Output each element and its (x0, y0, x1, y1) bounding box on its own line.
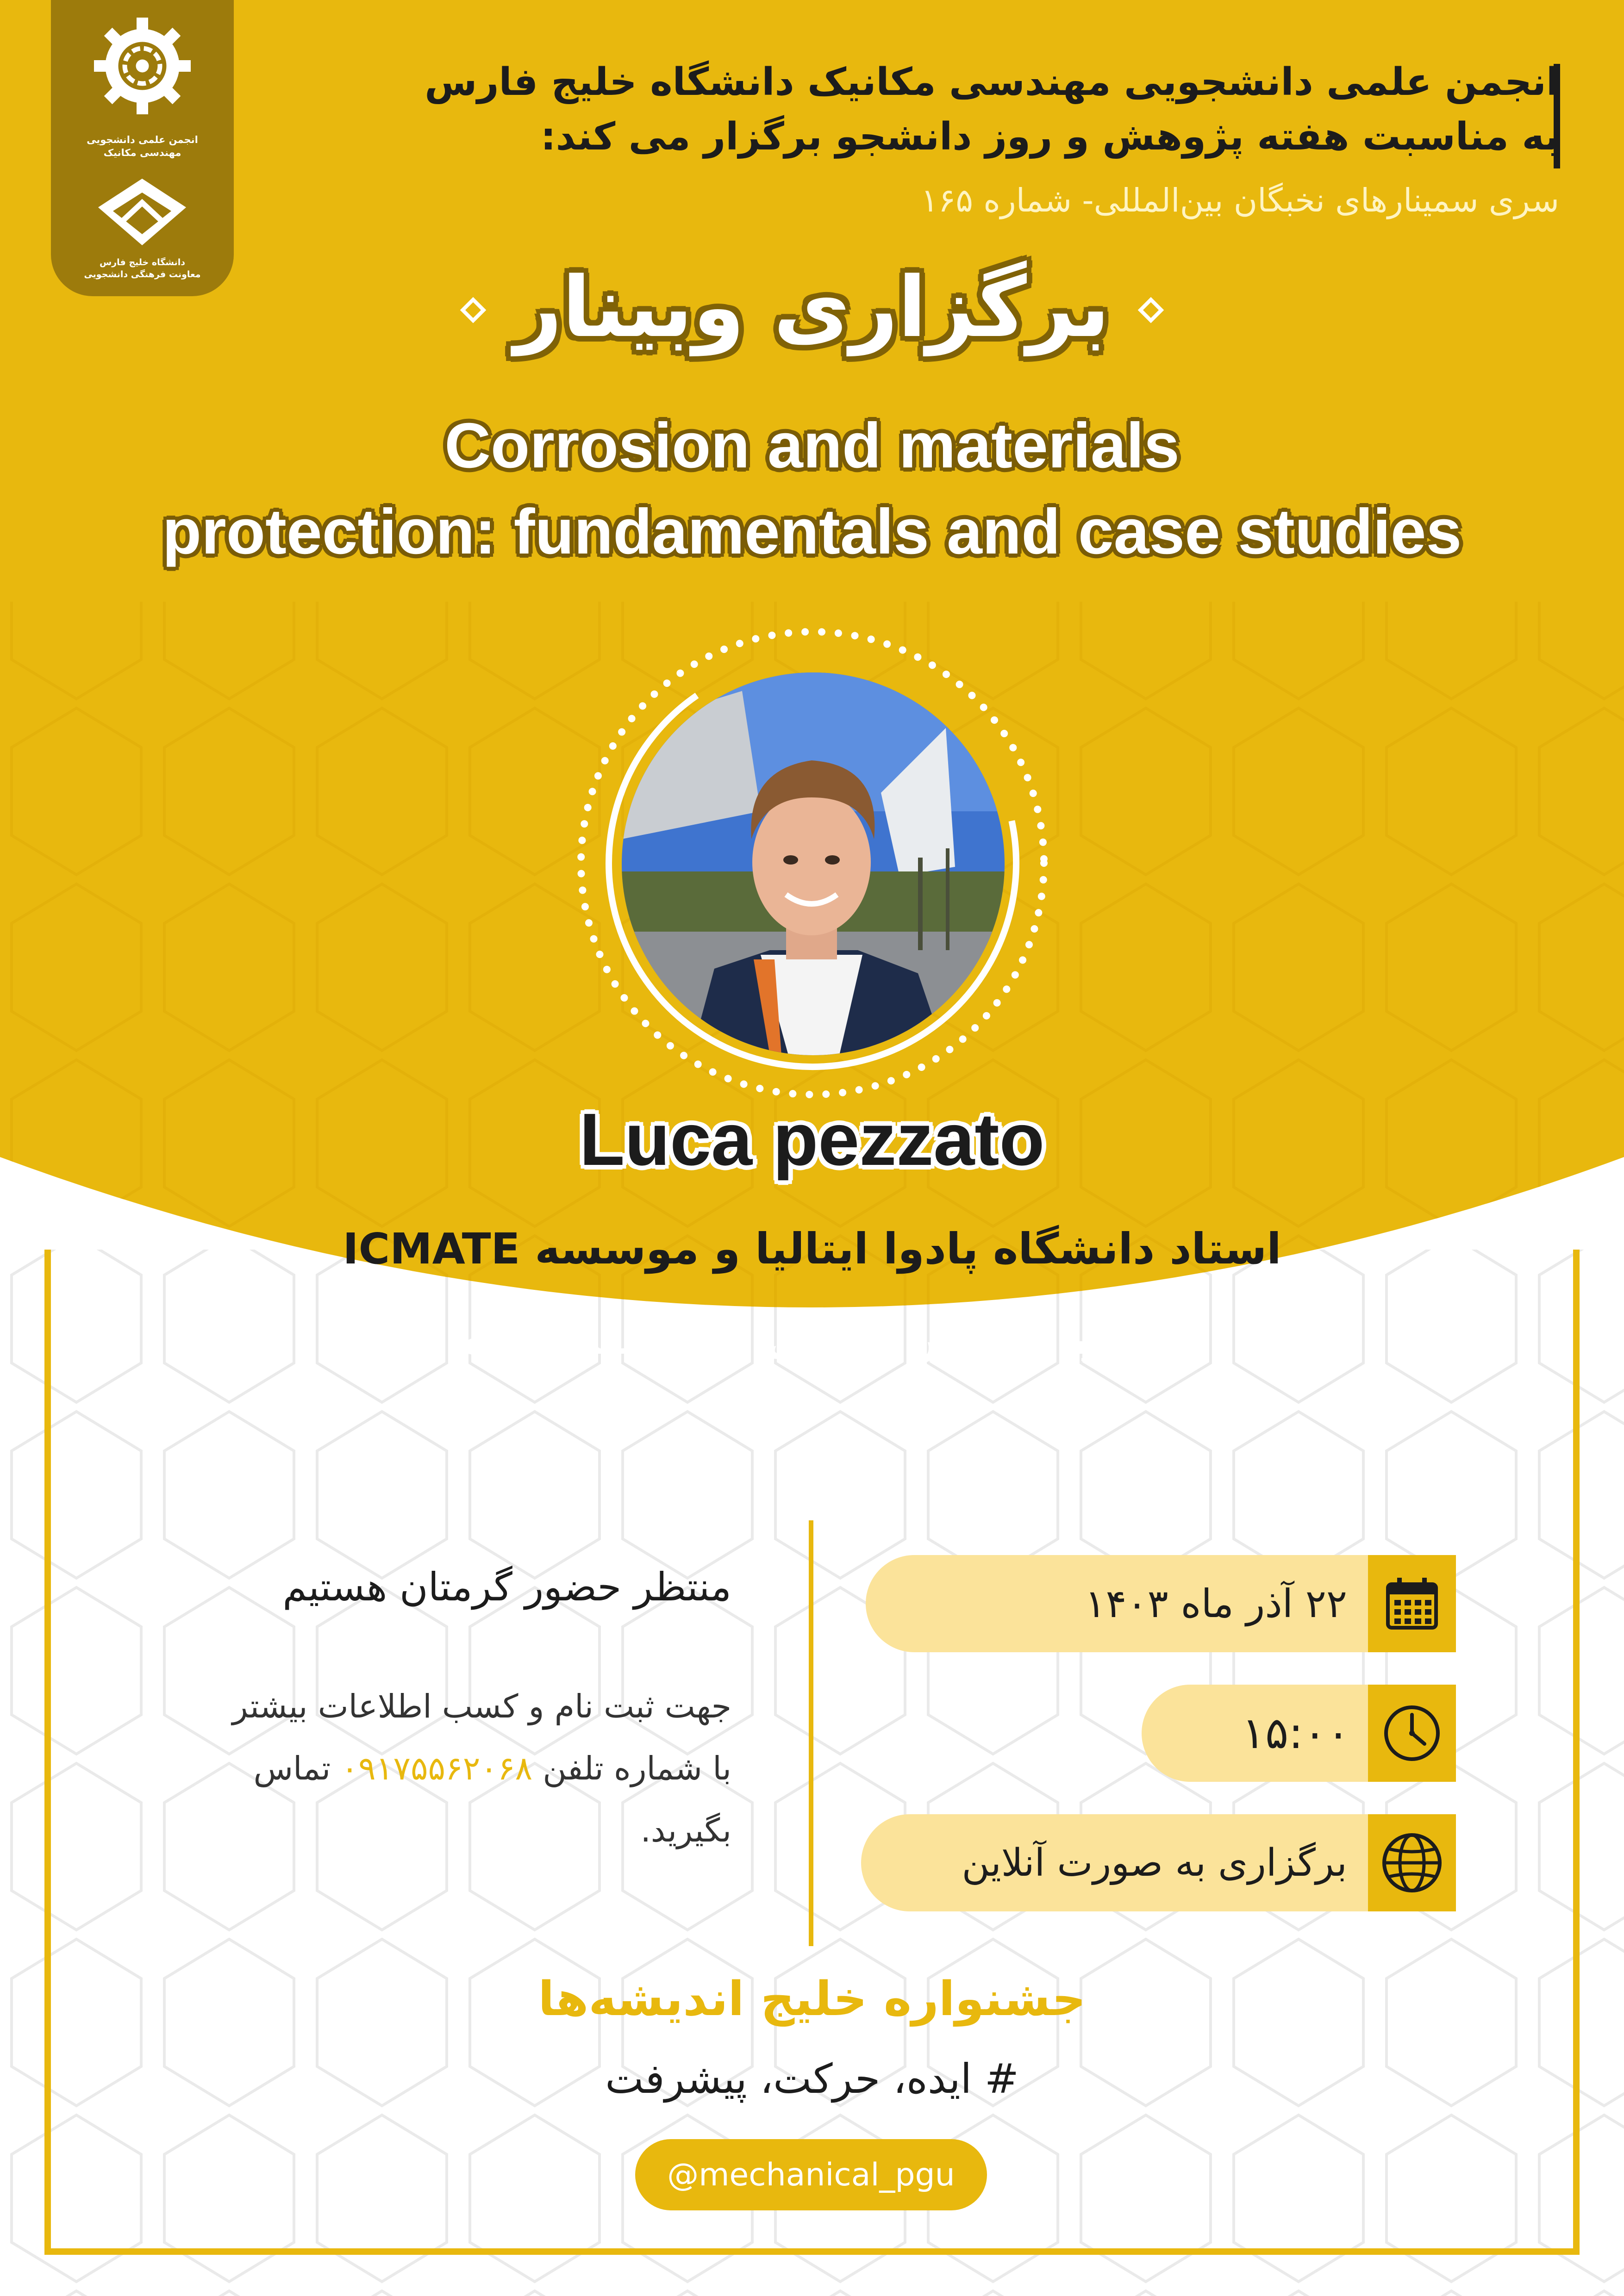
festival-slogan: # ایده، حرکت، پیشرفت (605, 2055, 1019, 2103)
university-logo-caption-1: دانشگاه خلیج فارس (100, 257, 185, 268)
time-icon-box (1368, 1685, 1456, 1782)
phone-number[interactable]: ۰۹۱۷۵۵۶۲۰۶۸ (341, 1749, 533, 1787)
university-logo-caption-2: معاونت فرهنگی دانشجویی (84, 269, 201, 280)
occasion-line: به مناسبت هفته پژوهش و روز دانشجو برگزار می کند: (540, 115, 1559, 159)
globe-icon (1380, 1830, 1444, 1895)
speaker-affiliation: استاد دانشگاه پادوا ایتالیا و موسسه ICMATE (343, 1224, 1281, 1274)
instagram-handle[interactable] (635, 2139, 987, 2210)
festival-title: جشنواره خلیج اندیشه‌ها (538, 1972, 1086, 2027)
society-logo-caption-2: مهندسی مکانیک (103, 147, 181, 158)
frame-bottom (44, 2248, 1580, 2255)
welcome-message: منتظر حضور گرمتان هستیم (282, 1564, 731, 1610)
date-text: ۲۲ آذر ماه ۱۴۰۳ (1085, 1581, 1347, 1626)
contact-line-2 (93, 1737, 731, 1799)
mode-pill (861, 1814, 1375, 1911)
university-logo-icon (94, 175, 191, 249)
contact-info (93, 1675, 731, 1861)
society-logo-caption-1: انجمن علمی دانشجویی (87, 134, 198, 145)
contact-line-2-suffix: تماس (253, 1749, 331, 1787)
speaker-name: Luca pezzato (579, 1098, 1045, 1181)
date-icon-box (1368, 1555, 1456, 1652)
mode-text: برگزاری به صورت آنلاین (962, 1841, 1347, 1885)
frame-right (1573, 1250, 1580, 2255)
clock-icon (1382, 1703, 1442, 1763)
event-title: برگزاری وبینار (514, 259, 1110, 356)
calendar-icon (1384, 1576, 1440, 1631)
time-text: ۱۵:۰۰ (1242, 1708, 1350, 1759)
talk-title-line-2: protection: fundamentals and case studies (162, 496, 1462, 567)
talk-title (46, 403, 1578, 575)
organizer-line: انجمن علمی دانشجویی مهندسی مکانیک دانشگاه خلیج فارس (425, 60, 1559, 104)
mode-icon-box (1368, 1814, 1456, 1911)
frame-left (44, 1250, 51, 2255)
contact-line-2-prefix: با شماره تلفن (543, 1749, 731, 1787)
host-name: میزبان:دکتر مجتبی اسماعیل زاده (463, 1314, 1161, 1364)
time-pill (1142, 1685, 1378, 1782)
series-line: سری سمینارهای نخبگان بین‌المللی- شماره ۱۶۵ (921, 181, 1559, 219)
instagram-handle-text: @mechanical_pgu (667, 2156, 955, 2193)
speaker-photo (622, 672, 1005, 1055)
contact-line-1: جهت ثبت نام و کسب اطلاعات بیشتر (232, 1687, 731, 1725)
column-divider (809, 1520, 813, 1946)
contact-line-3: بگیرید. (640, 1811, 731, 1849)
talk-title-line-1: Corrosion and materials (444, 410, 1180, 481)
date-pill (866, 1555, 1375, 1652)
